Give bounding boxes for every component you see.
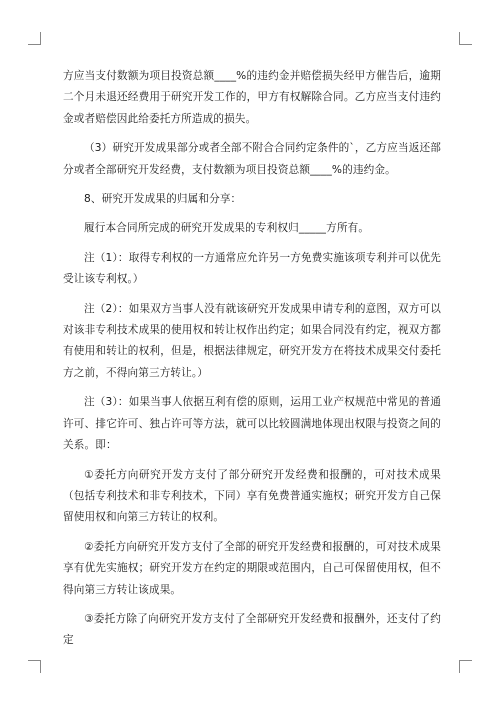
crop-mark-top-right: [459, 32, 472, 45]
list-item-2: ②委托方向研究开发方支付了全部的研究开发经费和报酬的，可对技术成果享有优先实施权；研究开发方在约定的期限或范围内，自己可保留使用权，但不得向第三方转让该成果。: [63, 540, 441, 596]
note-1: 注（1）：取得专利权的一方通常应允许另一方免费实施该项专利并可以优先受让该专利权。）: [63, 251, 441, 286]
crop-mark-bottom-right: [459, 660, 472, 673]
crop-mark-top-left: [28, 32, 41, 45]
document-body: [63, 66, 441, 652]
paragraph-breach-refund: 方应当支付数额为项目投资总额____%的违约金并赔偿损失经甲方催告后，逾期二个月未退还经费用于研究开发工作的，甲方有权解除合同。乙方应当支付违约金或者赔偿因此给委托方所造成的损失。: [63, 70, 441, 125]
section-heading-ownership: 8、研究开发成果的归属和分享：: [84, 193, 242, 206]
note-2: 注（2）：如果双方当事人没有就该研究开发成果申请专利的意图，双方可以对该非专利技术成果的使用权和转让权作出约定；如果合同没有约定，视双方都有使用和转让的权利，但是，根据法律规定，研究开发方在将技术成果交付委托方之前，不得向第三方转让。）: [63, 302, 441, 379]
paragraph-patent-ownership: 履行本合同所完成的研究开发成果的专利权归_____方所有。: [84, 222, 370, 235]
note-3: 注（3）：如果当事人依据互利有偿的原则，运用工业产权规范中常见的普通许可、排它许可、独占许可等方法，就可以比较圆满地体现出权限与投资之间的关系。即：: [63, 396, 441, 452]
list-item-1: ①委托方向研究开发方支付了部分研究开发经费和报酬的，可对技术成果（包括专利技术和非专利技术，下同）享有免费普通实施权；研究开发方自己保留使用权和向第三方转让的权利。: [63, 468, 441, 524]
list-item-3: ③委托方除了向研究开发方支付了全部研究开发经费和报酬外，还支付了约定: [63, 612, 441, 647]
crop-mark-bottom-left: [28, 660, 41, 673]
paragraph-clause-3-noncompliance: （3）研究开发成果部分或者全部不附合合同约定条件的`，乙方应当返还部分或者全部研究开发经费，支付数额为项目投资总额____%的违约金。: [63, 142, 441, 176]
